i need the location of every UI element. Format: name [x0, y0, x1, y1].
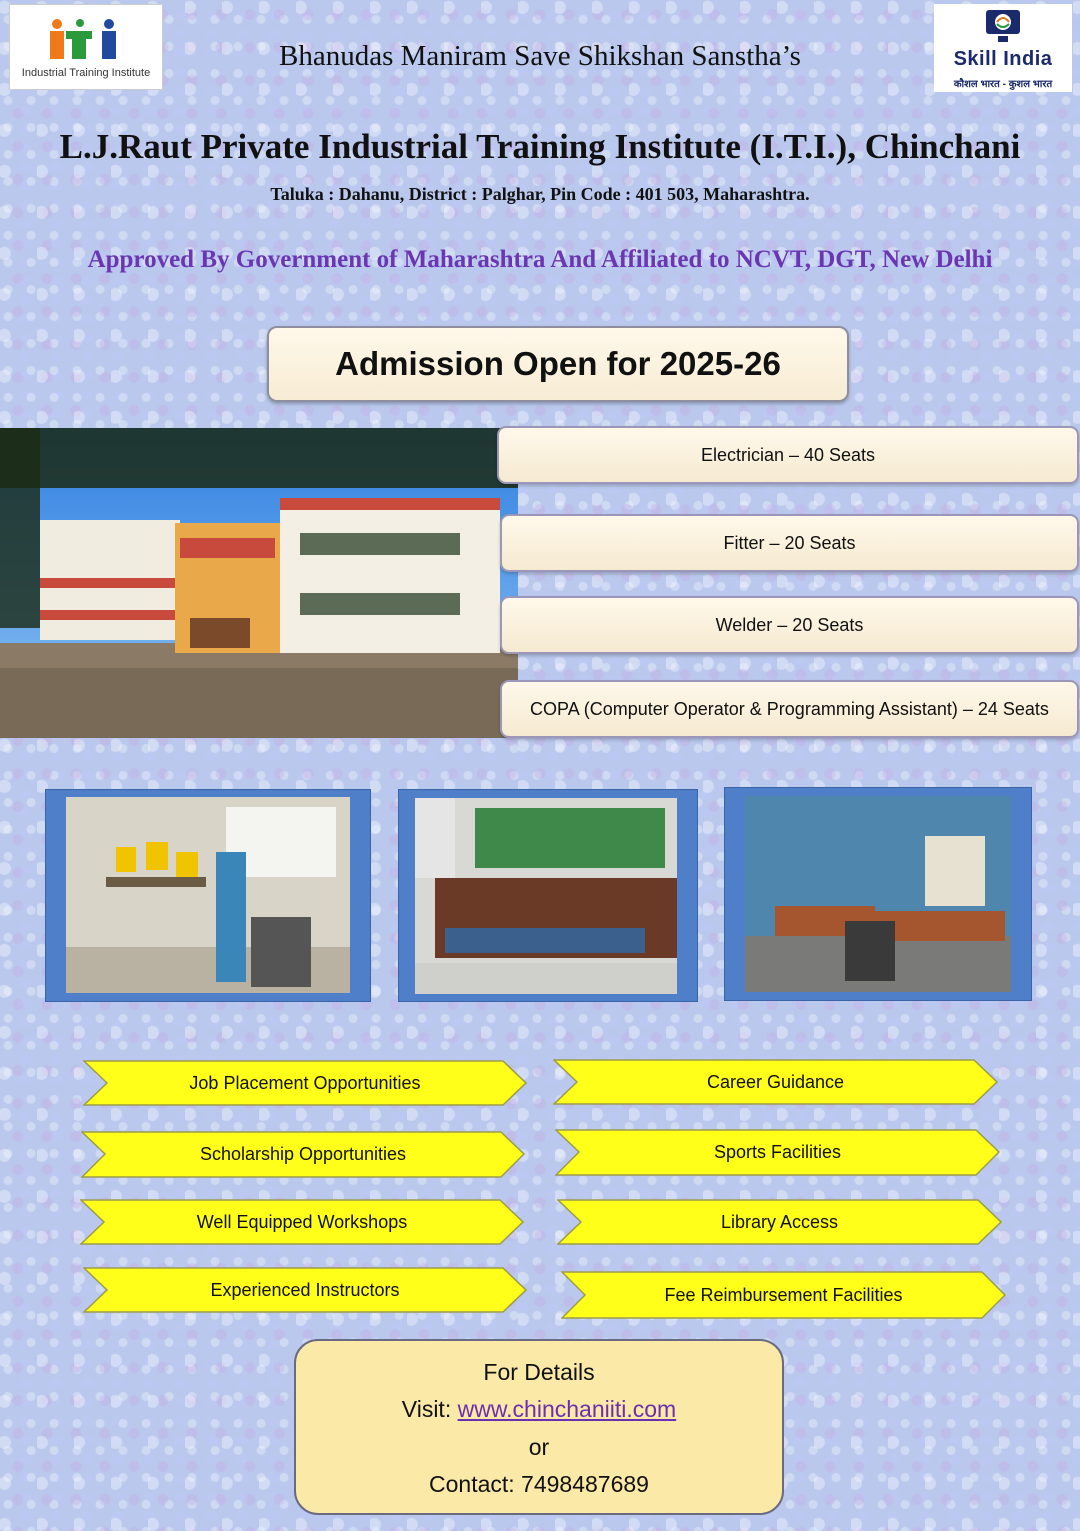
feature-label: Well Equipped Workshops	[196, 1211, 408, 1232]
feature-label: Fee Reimbursement Facilities	[664, 1284, 903, 1305]
trade-fitter: Fitter – 20 Seats	[500, 514, 1079, 572]
feature-job-placement	[83, 1060, 527, 1106]
electrical-lab-photo	[398, 789, 698, 1002]
iti-logo-caption: Industrial Training Institute	[21, 67, 151, 79]
iti-logo-icon	[50, 19, 132, 59]
visit-label: Visit:	[401, 1396, 458, 1422]
skill-india-title: Skill India	[953, 48, 1053, 70]
feature-label: Experienced Instructors	[210, 1279, 400, 1300]
feature-library	[557, 1199, 1002, 1245]
iti-logo	[9, 4, 163, 90]
feature-label: Job Placement Opportunities	[189, 1072, 421, 1093]
feature-career-guidance	[553, 1059, 998, 1105]
trade-welder: Welder – 20 Seats	[500, 596, 1079, 654]
admission-banner: Admission Open for 2025-26	[267, 326, 849, 402]
contact-phone: Contact: 7498487689	[429, 1471, 649, 1497]
contact-visit-line	[296, 1396, 782, 1423]
feature-sports	[555, 1129, 1000, 1176]
feature-instructors	[83, 1267, 527, 1313]
institute-title: L.J.Raut Private Industrial Training Institute (I.T.I.), Chinchani	[59, 127, 1021, 166]
feature-fee-reimbursement	[561, 1271, 1006, 1319]
approval-line: Approved By Government of Maharashtra And Affiliated to NCVT, DGT, New Delhi	[87, 246, 993, 273]
skill-india-emblem-icon	[980, 6, 1026, 46]
contact-box	[294, 1339, 784, 1515]
skill-india-tagline: कौशल भारत - कुशल भारत	[953, 79, 1053, 90]
society-name: Bhanudas Maniram Save Shikshan Sanstha’s	[279, 40, 801, 72]
feature-label: Library Access	[720, 1211, 839, 1232]
institute-address: Taluka : Dahanu, District : Palghar, Pin Code : 401 503, Maharashtra.	[270, 184, 810, 204]
skill-india-logo	[934, 4, 1072, 92]
trade-copa: COPA (Computer Operator & Programming Assistant) – 24 Seats	[500, 680, 1079, 738]
welding-workshop-photo	[45, 789, 371, 1002]
website-link[interactable]: www.chinchaniiti.com	[457, 1396, 677, 1422]
feature-workshops	[80, 1199, 524, 1245]
feature-scholarship	[81, 1131, 525, 1178]
trade-electrician: Electrician – 40 Seats	[497, 426, 1079, 484]
building-photo	[0, 428, 518, 738]
feature-label: Career Guidance	[706, 1071, 845, 1092]
contact-or: or	[528, 1434, 550, 1460]
feature-label: Sports Facilities	[713, 1142, 842, 1162]
computer-lab-photo	[724, 787, 1032, 1001]
feature-label: Scholarship Opportunities	[199, 1144, 407, 1164]
contact-heading: For Details	[483, 1359, 595, 1385]
